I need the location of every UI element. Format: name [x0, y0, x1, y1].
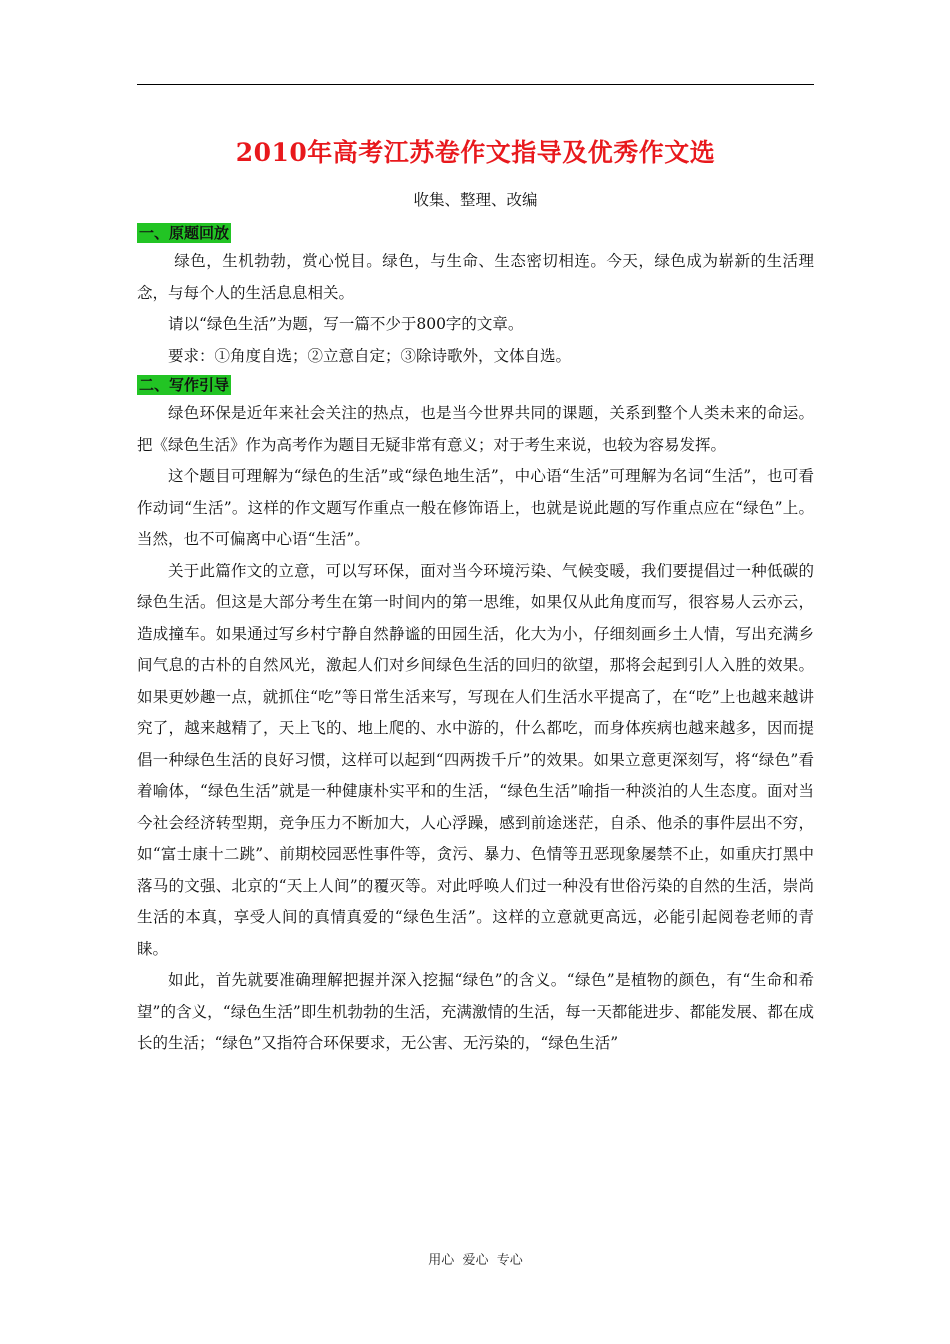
section-heading-label: 一、原题回放 [139, 224, 230, 242]
header-rule [137, 84, 814, 85]
page-subtitle: 收集、整理、改编 [413, 191, 538, 209]
paragraph: 关于此篇作文的立意，可以写环保，面对当今环境污染、气候变暖，我们要提倡过一种低碳的绿色生活。但这是大部分考生在第一时间内的第一思维，如果仅从此角度而写，很容易人云亦云，造成撞车。如果通过写乡村宁静自然静谧的田园生活，化大为小，仔细刻画乡土人情，写出充满乡间气息的古朴的自然风光，激起人们对乡间绿色生活的回归的欲望，那将会起到引人入胜的效果。如果更妙趣一点，就抓住“吃”等日常生活来写，写现在人们生活水平提高了，在“吃”上也越来越讲究了，越来越精了，天上飞的、地上爬的、水中游的，什么都吃，而身体疾病也越来越多，因而提倡一种绿色生活的良好习惯，这样可以起到“四两拨千斤”的效果。如果立意更深刻写，将“绿色”看着喻体，“绿色生活”就是一种健康朴实平和的生活，“绿色生活”喻指一种淡泊的人生态度。面对当今社会经济转型期，竞争压力不断加大，人心浮躁，感到前途迷茫，自杀、他杀的事件层出不穷，如“富士康十二跳”、前期校园恶性事件等，贪污、暴力、色情等丑恶现象屡禁不止，如重庆打黑中落马的文强、北京的“天上人间”的覆灭等。对此呼唤人们过一种没有世俗污染的自然的生活，崇尚生活的本真，享受人间的真情真爱的“绿色生活”。这样的立意就更高远，必能引起阅卷老师的青睐。 [137, 561, 814, 958]
section-heading-label: 二、写作引导 [139, 376, 230, 394]
page-title: 2010年高考江苏卷作文指导及优秀作文选 [235, 138, 716, 167]
paragraph: 这个题目可理解为“绿色的生活”或“绿色地生活”，中心语“生活”可理解为名词“生活”，也可看作动词“生活”。这样的作文题写作重点一般在修饰语上，也就是说此题的写作重点应在“绿色”上。当然，也不可偏离中心语“生活”。 [137, 467, 814, 548]
paragraph: 要求：①角度自选；②立意自定；③除诗歌外，文体自选。 [168, 346, 572, 365]
article-body [137, 220, 814, 1060]
paragraph: 绿色，生机勃勃，赏心悦目。绿色，与生命、生态密切相连。今天，绿色成为崭新的生活理念，与每个人的生活息息相关。 [137, 252, 814, 302]
paragraph: 请以“绿色生活”为题，写一篇不少于800字的文章。 [168, 315, 524, 333]
page-footer: 用心 爱心 专心 [428, 1253, 523, 1268]
section-heading-writing-guide [137, 372, 814, 398]
section-heading-original-question [137, 220, 814, 246]
paragraph: 绿色环保是近年来社会关注的热点，也是当今世界共同的课题，关系到整个人类未来的命运。把《绿色生活》作为高考作为题目无疑非常有意义；对于考生来说，也较为容易发挥。 [137, 404, 814, 454]
paragraph: 如此，首先就要准确理解把握并深入挖掘“绿色”的含义。“绿色”是植物的颜色，有“生命和希望”的含义，“绿色生活”即生机勃勃的生活，充满激情的生活，每一天都能进步、都能发展、都在成长的生活；“绿色”又指符合环保要求，无公害、无污染的，“绿色生活” [137, 971, 814, 1052]
